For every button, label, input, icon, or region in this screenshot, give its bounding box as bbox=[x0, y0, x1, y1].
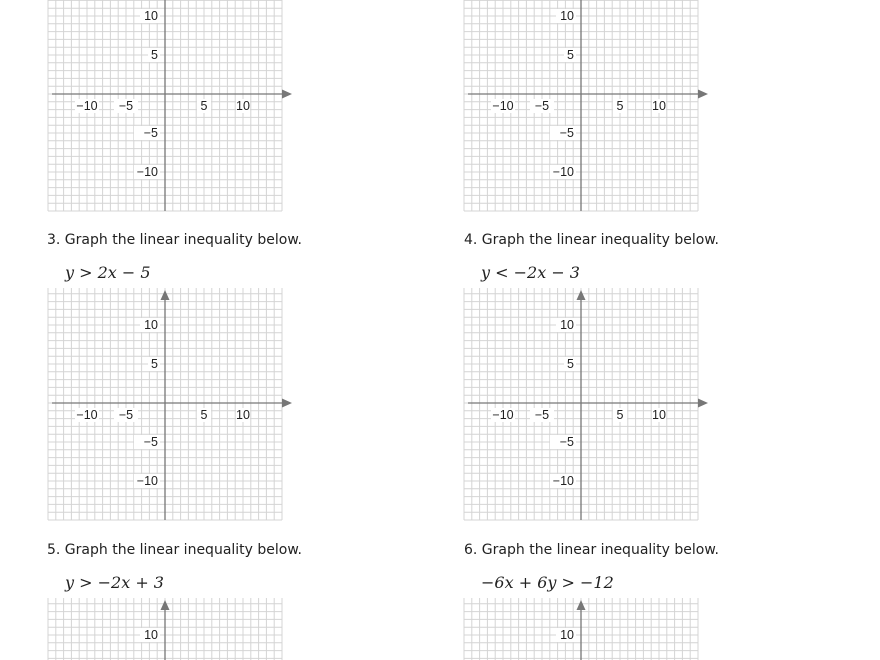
y-tick-label: 5 bbox=[151, 48, 158, 62]
y-tick-label: −10 bbox=[136, 474, 158, 488]
x-axis-arrow-icon bbox=[698, 399, 708, 408]
y-axis-arrow-icon bbox=[161, 290, 170, 300]
y-tick-label: −10 bbox=[136, 165, 158, 179]
x-tick-label: −10 bbox=[492, 408, 514, 422]
problem-6-inequality: −6x + 6y > −12 bbox=[481, 573, 614, 592]
x-tick-label: 5 bbox=[200, 99, 208, 113]
x-tick-label: −5 bbox=[118, 408, 134, 422]
x-axis-arrow-icon bbox=[698, 90, 708, 99]
problem-3-prompt: 3. Graph the linear inequality below. bbox=[47, 232, 302, 248]
x-axis-arrow-icon bbox=[282, 90, 292, 99]
coordinate-grid-1[interactable] bbox=[40, 0, 290, 215]
y-tick-label: 10 bbox=[144, 628, 158, 642]
x-tick-label: 5 bbox=[616, 408, 624, 422]
x-tick-label: 10 bbox=[236, 99, 250, 113]
problem-4-prompt: 4. Graph the linear inequality below. bbox=[464, 232, 719, 248]
y-tick-label: −5 bbox=[559, 435, 574, 449]
y-tick-label: 5 bbox=[567, 357, 574, 371]
x-tick-label: 5 bbox=[200, 408, 208, 422]
y-tick-label: 10 bbox=[560, 628, 574, 642]
x-tick-label: 5 bbox=[616, 99, 624, 113]
y-tick-label: 10 bbox=[144, 9, 158, 23]
y-tick-label: −5 bbox=[559, 126, 574, 140]
x-tick-label: −5 bbox=[534, 99, 550, 113]
coordinate-grid-3[interactable] bbox=[40, 285, 290, 525]
x-tick-label: −5 bbox=[534, 408, 550, 422]
y-tick-label: −5 bbox=[143, 126, 158, 140]
problem-4-inequality: y < −2x − 3 bbox=[481, 263, 580, 282]
x-axis-arrow-icon bbox=[282, 399, 292, 408]
problem-3-inequality: y > 2x − 5 bbox=[65, 263, 151, 282]
y-axis-arrow-icon bbox=[161, 600, 170, 610]
y-tick-label: −5 bbox=[143, 435, 158, 449]
y-tick-label: 10 bbox=[144, 318, 158, 332]
coordinate-grid-4[interactable] bbox=[456, 285, 706, 525]
y-tick-label: 10 bbox=[560, 9, 574, 23]
y-tick-label: 10 bbox=[560, 318, 574, 332]
x-tick-label: −10 bbox=[76, 99, 98, 113]
y-axis-arrow-icon bbox=[577, 290, 586, 300]
problem-5-prompt: 5. Graph the linear inequality below. bbox=[47, 542, 302, 558]
problem-5-inequality: y > −2x + 3 bbox=[65, 573, 164, 592]
coordinate-grid-5[interactable] bbox=[40, 595, 290, 660]
x-tick-label: 10 bbox=[236, 408, 250, 422]
x-tick-label: −10 bbox=[492, 99, 514, 113]
coordinate-grid-2[interactable] bbox=[456, 0, 706, 215]
x-tick-label: −10 bbox=[76, 408, 98, 422]
y-axis-arrow-icon bbox=[577, 600, 586, 610]
coordinate-grid-6[interactable] bbox=[456, 595, 706, 660]
x-tick-label: 10 bbox=[652, 99, 666, 113]
x-tick-label: 10 bbox=[652, 408, 666, 422]
y-tick-label: −10 bbox=[552, 165, 574, 179]
problem-6-prompt: 6. Graph the linear inequality below. bbox=[464, 542, 719, 558]
y-tick-label: −10 bbox=[552, 474, 574, 488]
x-tick-label: −5 bbox=[118, 99, 134, 113]
y-tick-label: 5 bbox=[151, 357, 158, 371]
y-tick-label: 5 bbox=[567, 48, 574, 62]
